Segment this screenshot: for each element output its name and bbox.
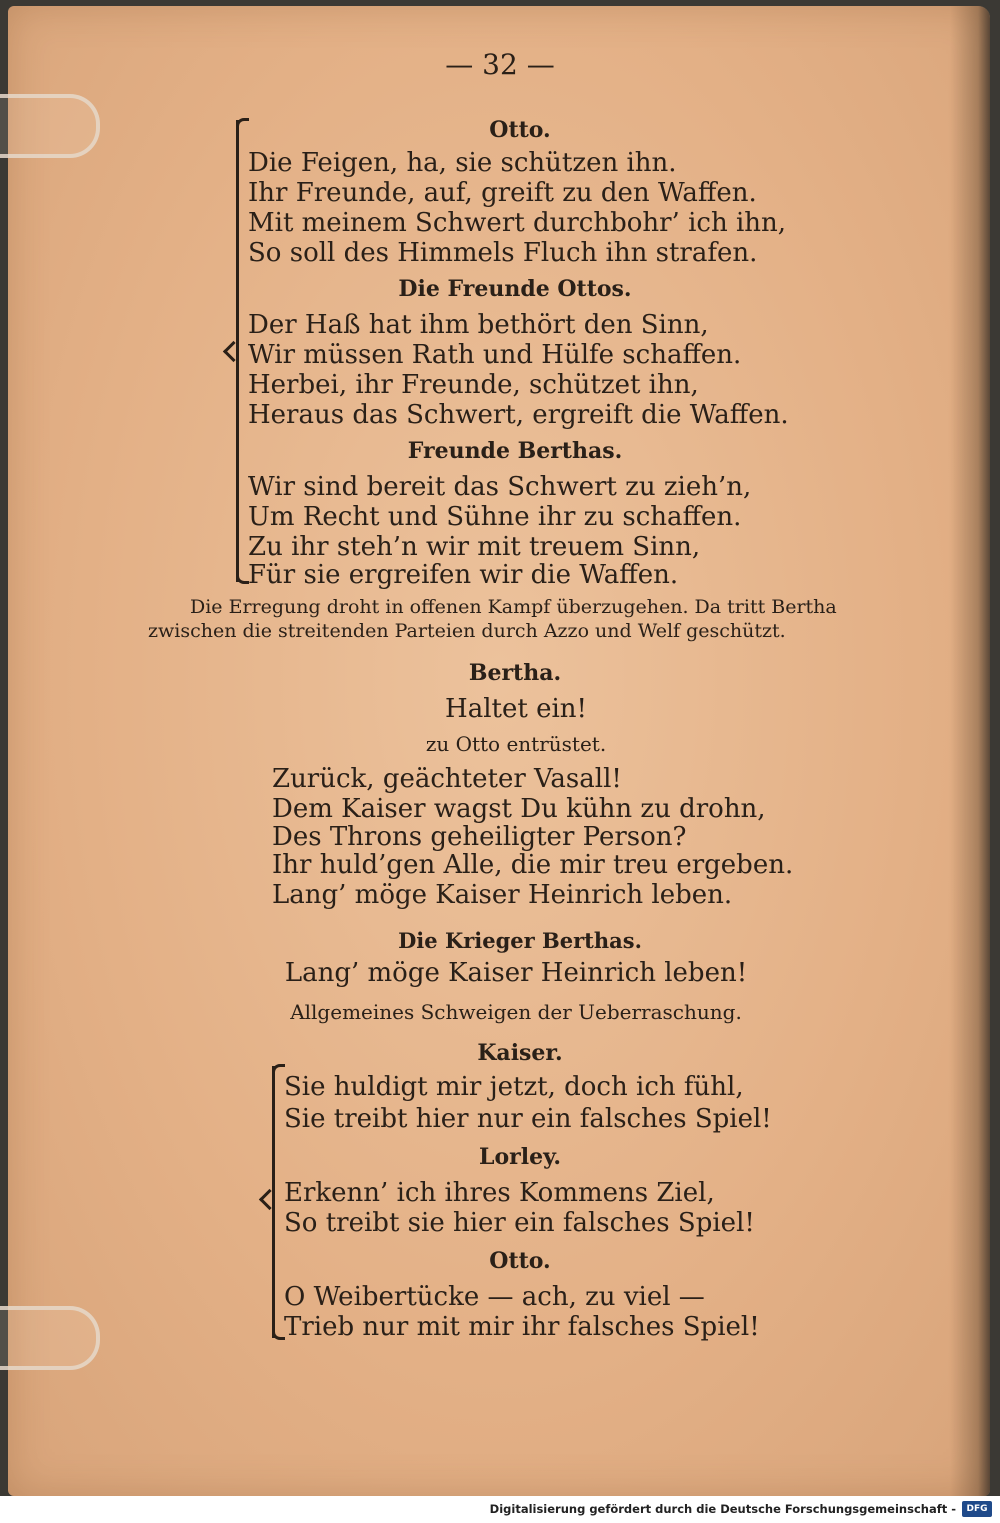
verse-line: Ihr huld’gen Alle, die mir treu ergeben. [272,850,794,880]
verse-line: Heraus das Schwert, ergreift die Waffen. [248,400,789,430]
speaker-otto: Otto. [489,117,551,143]
speaker-lorley: Lorley. [478,1144,561,1170]
verse-line: Um Recht und Sühne ihr zu schaffen. [248,502,742,532]
verse-line: So soll des Himmels Fluch ihn strafen. [248,238,758,268]
stage-direction: Allgemeines Schweigen der Ueberraschung. [290,1000,742,1024]
page-number: — 32 — [445,48,555,81]
verse-line: Zu ihr steh’n wir mit treuem Sinn, [248,532,701,562]
verse-line: Erkenn’ ich ihres Kommens Ziel, [284,1178,715,1208]
speaker-freunde-ottos: Die Freunde Ottos. [398,276,632,302]
verse-line: Sie treibt hier nur ein falsches Spiel! [284,1104,772,1134]
verse-line-centered: Lang’ möge Kaiser Heinrich leben! [284,958,748,988]
footer-credit-text: Digitalisierung gefördert durch die Deutsche Forschungsgemeinschaft - [489,1502,956,1516]
verse-line: Mit meinem Schwert durchbohr’ ich ihn, [248,208,787,238]
page-clip-bottom [0,1306,100,1370]
verse-line: Des Throns geheiligter Person? [272,822,687,852]
verse-line: Dem Kaiser wagst Du kühn zu drohn, [272,794,766,824]
verse-line: Trieb nur mit mir ihr falsches Spiel! [284,1312,760,1342]
verse-line: Sie huldigt mir jetzt, doch ich fühl, [284,1072,744,1102]
verse-line: Für sie ergreifen wir die Waffen. [248,560,679,590]
verse-line: Wir sind bereit das Schwert zu zieh’n, [248,472,752,502]
stage-direction: zwischen die streitenden Parteien durch Azzo und Welf geschützt. [148,620,786,642]
verse-line: Die Feigen, ha, sie schützen ihn. [248,148,677,178]
speaker-kaiser: Kaiser. [477,1040,563,1066]
dfg-logo[interactable]: DFG [962,1501,992,1517]
verse-line: So treibt sie hier ein falsches Spiel! [284,1208,755,1238]
speaker-bertha: Bertha. [468,660,562,686]
page-clip-top [0,94,100,158]
digitization-footer [0,1496,1000,1523]
verse-line: O Weibertücke — ach, zu viel — [284,1282,705,1312]
stage-direction: zu Otto entrüstet. [425,732,607,756]
speaker-krieger-berthas: Die Krieger Berthas. [398,928,642,953]
verse-line: Herbei, ihr Freunde, schützet ihn, [248,370,699,400]
speaker-otto: Otto. [489,1248,551,1274]
verse-line: Ihr Freunde, auf, greift zu den Waffen. [248,178,757,208]
verse-line-centered: Haltet ein! [445,694,587,724]
verse-line: Der Haß hat ihm bethört den Sinn, [248,310,709,340]
speaker-freunde-berthas: Freunde Berthas. [407,438,623,464]
verse-line: Wir müssen Rath und Hülfe schaffen. [248,340,742,370]
stage-direction: Die Erregung droht in offenen Kampf überzugehen. Da tritt Bertha [190,596,837,618]
verse-line: Lang’ möge Kaiser Heinrich leben. [272,880,733,910]
verse-line: Zurück, geächteter Vasall! [272,764,622,794]
